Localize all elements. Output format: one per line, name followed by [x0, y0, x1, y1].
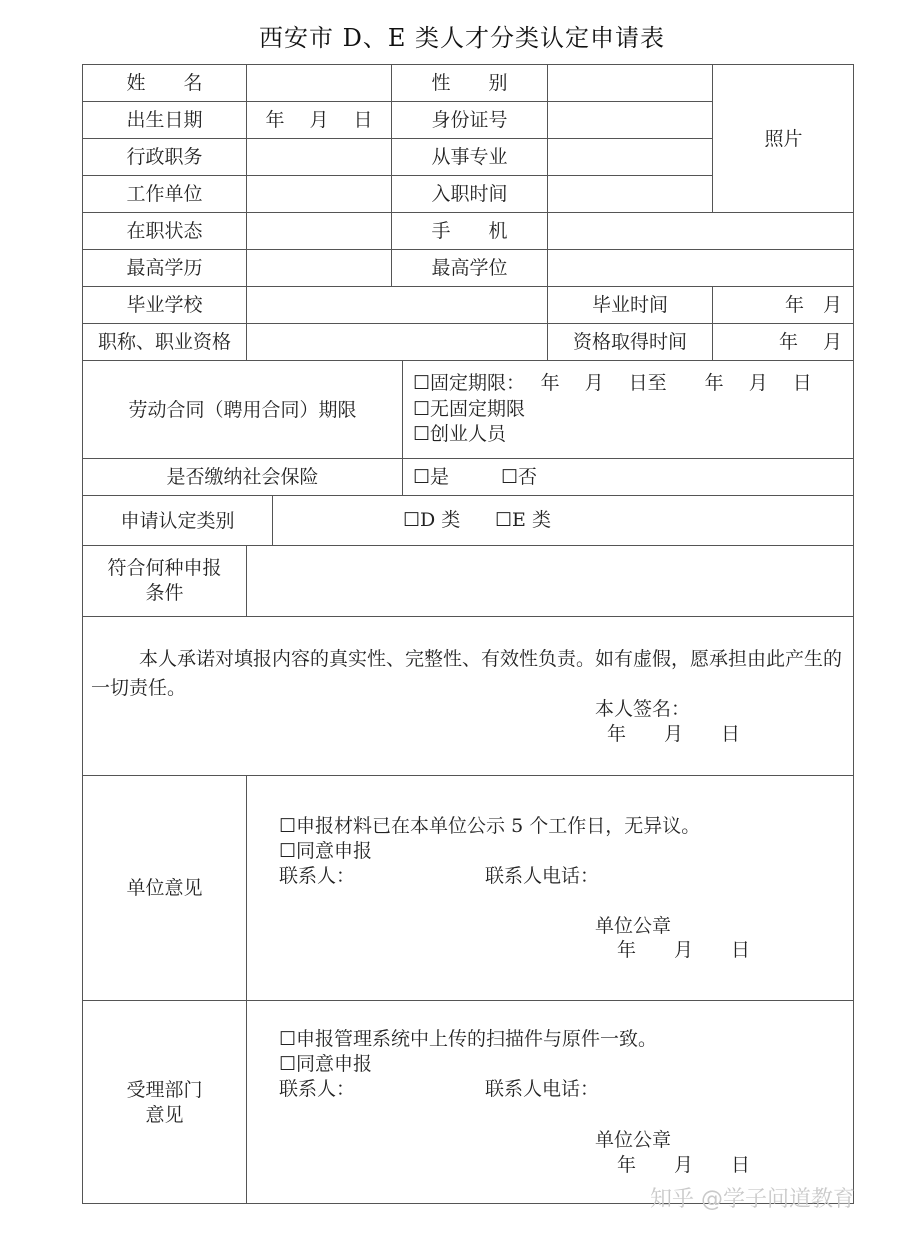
table-right-border [853, 64, 854, 1204]
option-fixed-term[interactable]: ☐固定期限： 年 月 日至 年 月 日 [413, 372, 812, 394]
option-category-d[interactable]: ☐D 类 [403, 509, 461, 531]
label-contract-term: 劳动合同（聘用合同）期限 [82, 360, 402, 458]
option-entrepreneur[interactable]: ☐创业人员 [413, 423, 507, 445]
contract-options [402, 360, 854, 458]
field-conditions[interactable] [246, 545, 854, 616]
option-open-term[interactable]: ☐无固定期限 [413, 398, 526, 420]
field-id-number[interactable] [547, 101, 712, 138]
label-qual-time: 资格取得时间 [547, 323, 712, 360]
field-education[interactable] [246, 249, 391, 286]
label-name: 姓 名 [82, 64, 246, 101]
label-title-qualification: 职称、职业资格 [82, 323, 246, 360]
label-school: 毕业学校 [82, 286, 246, 323]
field-name[interactable] [246, 64, 391, 101]
label-category: 申请认定类别 [82, 495, 272, 545]
option-insurance-yes[interactable]: ☐是 [413, 466, 450, 488]
field-mobile[interactable] [547, 212, 854, 249]
option-insurance-no[interactable]: ☐否 [501, 466, 538, 488]
dept-date[interactable]: 年 月 日 [617, 1154, 751, 1176]
field-degree[interactable] [547, 249, 854, 286]
label-admin-post: 行政职务 [82, 138, 246, 175]
pledge-section [82, 616, 854, 775]
field-employer[interactable] [246, 175, 391, 212]
field-qual-time[interactable]: 年 月 [712, 323, 854, 360]
field-specialty[interactable] [547, 138, 712, 175]
form-title: 西安市 D、E 类人才分类认定申请表 [258, 24, 666, 52]
category-options [272, 495, 854, 545]
unit-option-approve[interactable]: ☐同意申报 [279, 840, 373, 862]
label-unit-opinion: 单位意见 [82, 775, 246, 1000]
field-admin-post[interactable] [246, 138, 391, 175]
field-join-time[interactable] [547, 175, 712, 212]
unit-option-publicized[interactable]: ☐申报材料已在本单位公示 5 个工作日，无异议。 [279, 815, 701, 837]
unit-seal-label: 单位公章 [595, 915, 672, 937]
watermark: 知乎 @学子问道教育 [650, 1187, 855, 1212]
unit-opinion-section [246, 775, 854, 1000]
insurance-options [402, 458, 854, 495]
label-employer: 工作单位 [82, 175, 246, 212]
unit-date[interactable]: 年 月 日 [617, 939, 751, 961]
label-gender: 性 别 [391, 64, 547, 101]
field-school[interactable] [246, 286, 547, 323]
label-dept-opinion: 受理部门 意见 [82, 1000, 246, 1204]
label-id-number: 身份证号 [391, 101, 547, 138]
photo-box[interactable]: 照片 [712, 64, 854, 212]
label-join-time: 入职时间 [391, 175, 547, 212]
dept-seal-label: 单位公章 [595, 1129, 672, 1151]
field-job-status[interactable] [246, 212, 391, 249]
label-job-status: 在职状态 [82, 212, 246, 249]
dept-option-approve[interactable]: ☐同意申报 [279, 1053, 373, 1075]
field-grad-time[interactable]: 年 月 [712, 286, 854, 323]
pledge-signature-label: 本人签名： [595, 698, 691, 720]
label-specialty: 从事专业 [391, 138, 547, 175]
label-grad-time: 毕业时间 [547, 286, 712, 323]
pledge-text: 本人承诺对填报内容的真实性、完整性、有效性负责。如有虚假，愿承担由此产生的一切责任。 [91, 648, 843, 699]
field-gender[interactable] [547, 64, 712, 101]
dept-phone-label: 联系人电话： [485, 1078, 600, 1100]
label-mobile: 手 机 [391, 212, 547, 249]
field-birth-date[interactable]: 年 月 日 [246, 101, 391, 138]
label-social-insurance: 是否缴纳社会保险 [82, 458, 402, 495]
option-category-e[interactable]: ☐E 类 [495, 509, 551, 531]
label-birth-date: 出生日期 [82, 101, 246, 138]
field-title-qualification[interactable] [246, 323, 547, 360]
label-conditions: 符合何种申报 条件 [82, 545, 246, 616]
pledge-date[interactable]: 年 月 日 [607, 723, 741, 745]
label-education: 最高学历 [82, 249, 246, 286]
dept-opinion-section [246, 1000, 854, 1204]
label-degree: 最高学位 [391, 249, 547, 286]
dept-contact-label: 联系人： [279, 1078, 356, 1100]
unit-contact-label: 联系人： [279, 865, 356, 887]
unit-phone-label: 联系人电话： [485, 865, 600, 887]
dept-option-consistent[interactable]: ☐申报管理系统中上传的扫描件与原件一致。 [279, 1028, 658, 1050]
